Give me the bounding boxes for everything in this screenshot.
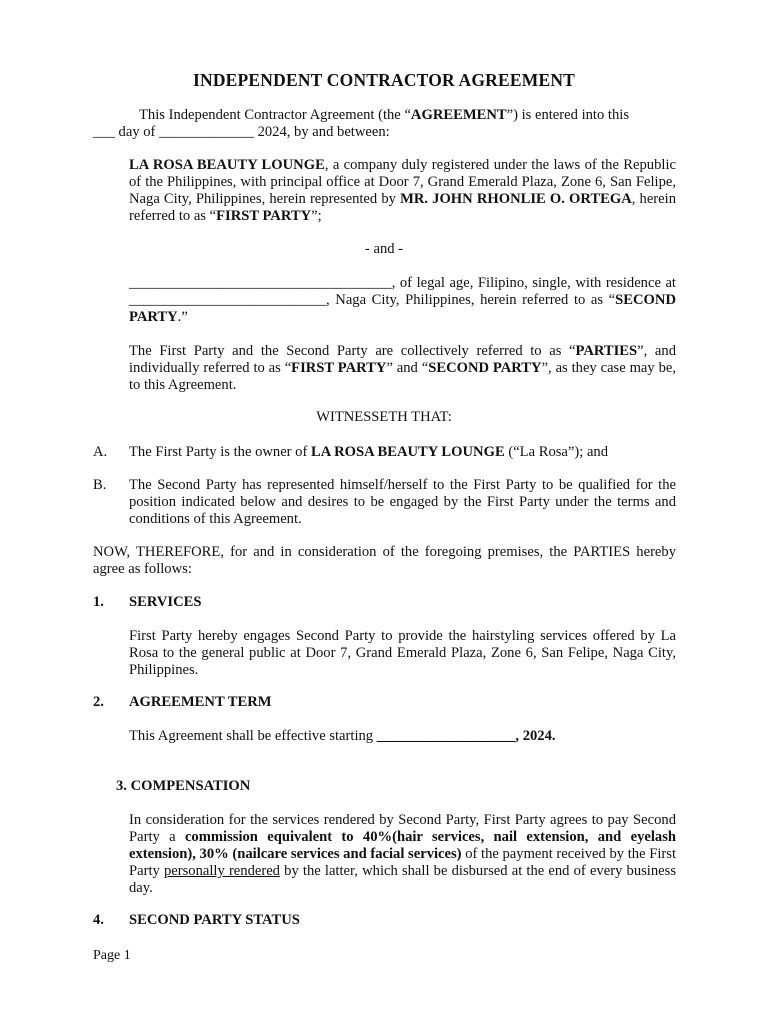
parties-text-2: ”, and individually referred to as “ <box>129 343 676 376</box>
parties-first-party: FIRST PARTY <box>291 360 387 376</box>
recital-b-marker: B. <box>93 477 107 493</box>
section-3-text-2: of the payment received by the First Party <box>129 846 676 879</box>
section-3-body <box>129 812 676 897</box>
section-3-text-3: by the latter, which shall be disbursed at the end of every business day. <box>129 863 676 896</box>
first-party-text-1: , a company duly registered under the laws of the Republic of the Philippines, with principal office at Door 7, Grand Emerald Plaza, Zone 6, San Felipe, Naga City, Philippines, herein represented by <box>129 157 676 207</box>
now-therefore-paragraph: NOW, THEREFORE, for and in consideration of the foregoing premises, the PARTIES hereby agree as follows: <box>93 544 676 577</box>
second-party-paragraph <box>129 275 676 326</box>
section-3-personally-rendered: personally rendered <box>163 863 280 879</box>
first-party-text-3: ”; <box>311 208 322 224</box>
recital-a-marker: A. <box>93 444 108 460</box>
first-party-label: FIRST PARTY <box>216 208 312 224</box>
recital-a-text <box>129 444 676 461</box>
parties-text-4: ”, as they case may be, to this Agreement. <box>129 360 677 393</box>
intro-paragraph <box>93 107 676 141</box>
section-3-commission-terms: commission equivalent to 40%(hair services, nail extension, and eyelash extension), 30% (nailcare services and facial services) <box>129 829 676 862</box>
parties-text-3: ” and “ <box>386 360 429 376</box>
second-party-text-3: .” <box>177 309 188 325</box>
parties-second-party: SECOND PARTY <box>428 360 542 376</box>
section-2-body-text: This Agreement shall be effective starting <box>129 728 377 744</box>
section-2-body <box>129 728 676 745</box>
section-2-number: 2. <box>93 694 104 710</box>
second-party-label: SECOND PARTY <box>129 292 676 325</box>
intro-agreement-term: AGREEMENT <box>410 107 507 123</box>
section-2-heading: AGREEMENT TERM <box>129 694 272 710</box>
second-party-text-1: ____________________________________, of legal age, Filipino, single, with residence at <box>129 275 676 291</box>
section-4-heading: SECOND PARTY STATUS <box>129 912 300 928</box>
parties-label: PARTIES <box>575 343 638 359</box>
intro-text-1: This Independent Contractor Agreement (the “ <box>139 107 411 123</box>
section-3-text-1: In consideration for the services rendered by Second Party, First Party agrees to pay Second Party a <box>129 812 676 845</box>
first-party-paragraph <box>129 157 676 225</box>
second-party-residence-blank: ___________________________ <box>129 292 327 308</box>
intro-text-2: ”) is entered into this <box>506 107 630 123</box>
section-1-number: 1. <box>93 594 104 610</box>
section-3-heading: 3. COMPENSATION <box>116 778 251 794</box>
first-party-name: LA ROSA BEAUTY LOUNGE <box>129 157 325 173</box>
recital-a-company: LA ROSA BEAUTY LOUNGE <box>311 444 505 460</box>
parties-paragraph <box>129 343 676 394</box>
intro-text-3: ___ day of _____________ 2024, by and between: <box>93 124 390 140</box>
page-number-footer: Page 1 <box>93 948 131 963</box>
second-party-text-2: , Naga City, Philippines, herein referred to as “ <box>326 292 616 308</box>
witnesseth-heading: WITNESSETH THAT: <box>316 409 452 425</box>
recital-b-text: The Second Party has represented himself/herself to the First Party to be qualified for the position indicated below and desires to be engaged by the First Party under the terms and conditions of this Agreement. <box>129 477 676 527</box>
recital-a-text-1: The First Party is the owner of <box>129 444 311 460</box>
and-separator: - and - <box>364 241 404 257</box>
first-party-representative: MR. JOHN RHONLIE O. ORTEGA <box>400 191 632 207</box>
first-party-text-2: , herein referred to as “ <box>129 191 676 224</box>
recital-a-text-2: (“La Rosa”); and <box>504 444 609 460</box>
section-1-heading: SERVICES <box>129 594 202 610</box>
section-1-body: First Party hereby engages Second Party to provide the hairstyling services offered by La Rosa to the general public at Door 7, Grand Emerald Plaza, Zone 6, San Felipe, Naga City, Philippines. <box>129 628 676 678</box>
document-title: INDEPENDENT CONTRACTOR AGREEMENT <box>192 70 576 90</box>
section-4-number: 4. <box>93 912 104 928</box>
section-2-date-blank: ___________________, 2024. <box>376 728 556 744</box>
parties-text-1: The First Party and the Second Party are collectively referred to as “ <box>129 343 576 359</box>
